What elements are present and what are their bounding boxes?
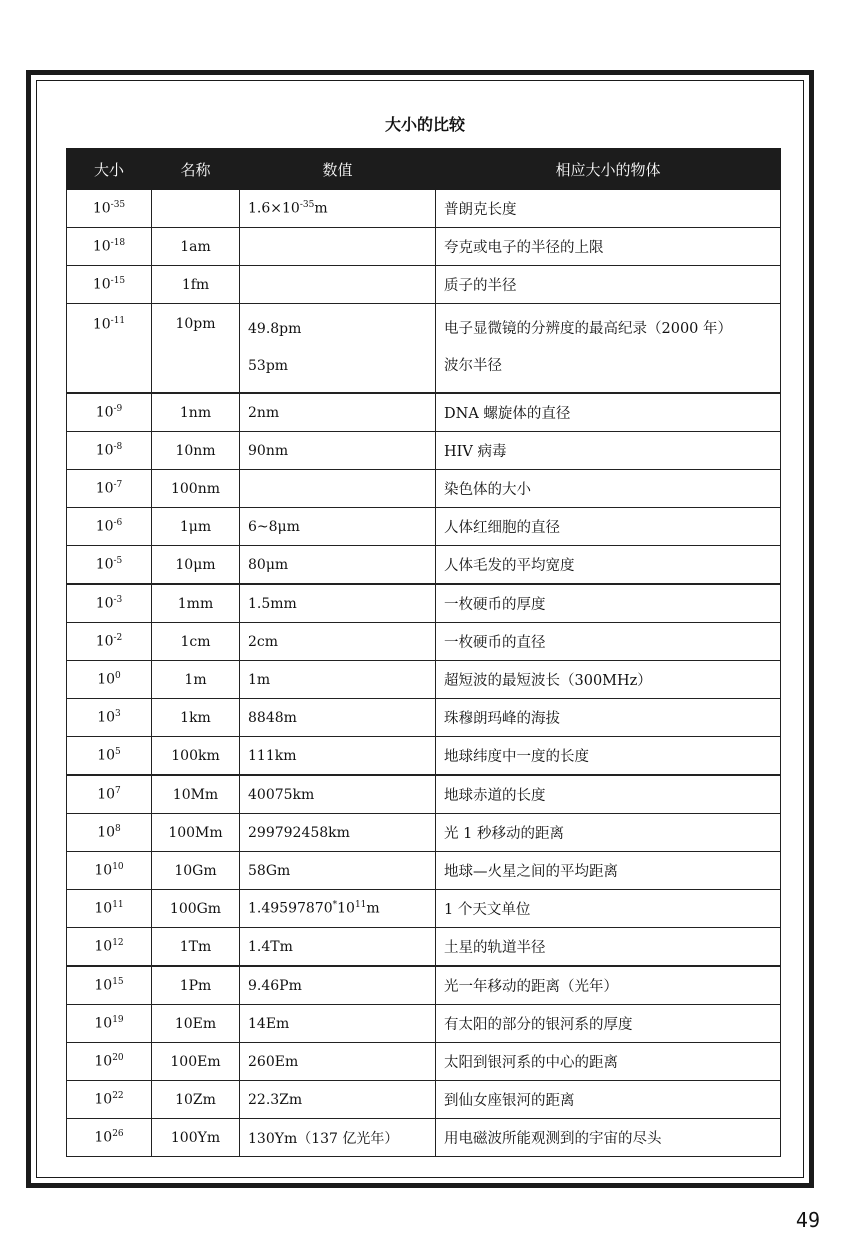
table-row: $10^3$ 1km 8848m 珠穆朗玛峰的海拔: [67, 699, 781, 737]
header-size: 大小: [67, 149, 152, 190]
table-row: $10^{19}$ 10Em 14Em 有太阳的部分的银河系的厚度: [67, 1005, 781, 1043]
page-title: 大小的比较: [384, 115, 465, 134]
header-name: 名称: [152, 149, 240, 190]
table-row: $10^8$ 100Mm 299792458km 光 1 秒移动的距离: [67, 814, 781, 852]
table-row: $10^{-35}$ $1.6\times 10^{-35}m$ 普朗克长度: [67, 190, 781, 228]
table-row: $10^7$ 10Mm 40075km 地球赤道的长度: [67, 775, 781, 814]
table-row: $10^{11}$ 100Gm $1.49597870^*10^{11}m$ 1 个天文单位: [67, 890, 781, 928]
page-number: 49: [795, 1208, 820, 1232]
table-row: $10^{-9}$ 1nm 2nm DNA 螺旋体的直径: [67, 393, 781, 432]
table-row: $10^{22}$ 10Zm 22.3Zm 到仙女座银河的距离: [67, 1081, 781, 1119]
table-row: $10^{-6}$ 1μm 6~8μm 人体红细胞的直径: [67, 508, 781, 546]
table-row: $10^{26}$ 100Ym 130Ym（137 亿光年） 用电磁波所能观测到的宇宙的尽头: [67, 1119, 781, 1157]
header-object: 相应大小的物体: [436, 149, 781, 190]
table-row: $10^{-11}$ 10pm 49.8pm 53pm 电子显微镜的分辨度的最高纪录（2000 年） 波尔半径: [67, 304, 781, 394]
table-row: $10^5$ 100km 111km 地球纬度中一度的长度: [67, 737, 781, 776]
table-row: $10^{20}$ 100Em 260Em 太阳到银河系的中心的距离: [67, 1043, 781, 1081]
table-row: $10^{-2}$ 1cm 2cm 一枚硬币的直径: [67, 623, 781, 661]
header-value: 数值: [240, 149, 436, 190]
table-header-row: [67, 149, 781, 190]
table-row: $10^{-8}$ 10nm 90nm HIV 病毒: [67, 432, 781, 470]
size-comparison-table: [66, 148, 781, 1157]
table-row: $10^{12}$ 1Tm 1.4Tm 土星的轨道半径: [67, 928, 781, 967]
table-row: $10^{-15}$ 1fm 质子的半径: [67, 266, 781, 304]
table-row: $10^{10}$ 10Gm 58Gm 地球—火星之间的平均距离: [67, 852, 781, 890]
table-body: [67, 190, 781, 1157]
table-row: $10^{-5}$ 10μm 80μm 人体毛发的平均宽度: [67, 546, 781, 585]
table-row: $10^0$ 1m 1m 超短波的最短波长（300MHz）: [67, 661, 781, 699]
table-row: $10^{15}$ 1Pm 9.46Pm 光一年移动的距离（光年）: [67, 966, 781, 1005]
table-row: $10^{-18}$ 1am 夸克或电子的半径的上限: [67, 228, 781, 266]
table-row: $10^{-3}$ 1mm 1.5mm 一枚硬币的厚度: [67, 584, 781, 623]
table-row: $10^{-7}$ 100nm 染色体的大小: [67, 470, 781, 508]
